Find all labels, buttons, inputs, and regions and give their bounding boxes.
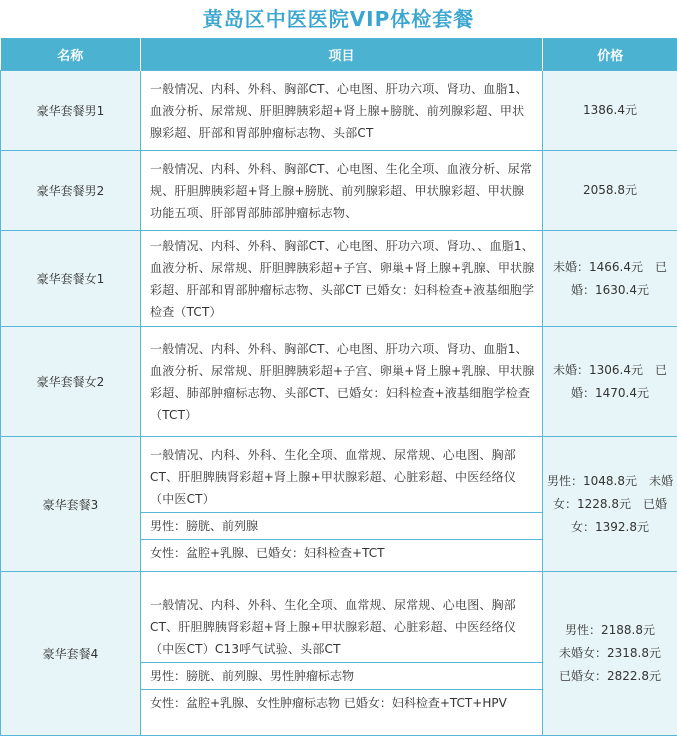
page-title: 黄岛区中医医院VIP体检套餐 <box>0 0 677 38</box>
table-row <box>1 71 677 151</box>
package-items <box>141 151 543 231</box>
package-items <box>141 437 543 572</box>
item-text: 一般情况、内科、外科、胸部CT、心电图、肝功六项、肾功、血脂1、血液分析、尿常规、肝胆脾胰彩超+肾上腺+膀胱、前列腺彩超、甲状腺彩超、肝部和胃部肿瘤标志物、头部CT <box>141 76 542 146</box>
price-male: 男性：2188.8元 <box>544 619 676 642</box>
table-row <box>1 327 677 437</box>
header-price: 价格 <box>543 38 677 71</box>
package-name: 豪华套餐4 <box>1 572 141 736</box>
table-row <box>1 572 677 736</box>
package-price: 男性：1048.8元 未婚女：1228.8元 已婚女：1392.8元 <box>543 437 677 572</box>
item-text-female: 女性：盆腔+乳腺、已婚女：妇科检查+TCT <box>141 539 542 566</box>
item-text: 一般情况、内科、外科、胸部CT、心电图、肝功六项、肾功、、血脂1、血液分析、尿常规、肝胆脾胰彩超+子宫、卵巢+肾上腺+乳腺、甲状腺彩超、肝部和胃部肿瘤标志物、头部CT 已婚女：妇科检查+液基细胞学检查（TCT） <box>141 233 542 325</box>
item-text: 一般情况、内科、外科、胸部CT、心电图、肝功六项、肾功、血脂1、血液分析、尿常规、肝胆脾胰彩超+子宫、卵巢+肾上腺+乳腺、甲状腺彩超、肺部肿瘤标志物、头部CT、已婚女：妇科检查+液基细胞学检查（TCT） <box>141 336 542 428</box>
item-text: 一般情况、内科、外科、生化全项、血常规、尿常规、心电图、胸部CT、肝胆脾胰肾彩超+肾上腺+甲状腺彩超、心脏彩超、中医经络仪（中医CT）C13呼气试验、头部CT <box>141 592 542 662</box>
package-items <box>141 231 543 327</box>
package-name: 豪华套餐3 <box>1 437 141 572</box>
package-name: 豪华套餐女2 <box>1 327 141 437</box>
package-name: 豪华套餐女1 <box>1 231 141 327</box>
header-name: 名称 <box>1 38 141 71</box>
package-price: 未婚：1466.4元 已婚：1630.4元 <box>543 231 677 327</box>
item-text: 一般情况、内科、外科、胸部CT、心电图、生化全项、血液分析、尿常规、肝胆脾胰彩超+肾上腺+膀胱、前列腺彩超、甲状腺彩超、甲状腺功能五项、肝部胃部肺部肿瘤标志物、 <box>141 156 542 226</box>
table-row <box>1 151 677 231</box>
package-name: 豪华套餐男1 <box>1 71 141 151</box>
item-text-male: 男性：膀胱、前列腺、男性肿瘤标志物 <box>141 662 542 689</box>
package-price: 1386.4元 <box>543 71 677 151</box>
table-header-row <box>1 38 677 71</box>
package-table <box>0 38 677 736</box>
item-text-male: 男性：膀胱、前列腺 <box>141 512 542 539</box>
package-items <box>141 327 543 437</box>
package-name: 豪华套餐男2 <box>1 151 141 231</box>
item-text: 一般情况、内科、外科、生化全项、血常规、尿常规、心电图、胸部CT、肝胆脾胰肾彩超+肾上腺+甲状腺彩超、心脏彩超、中医经络仪（中医CT） <box>141 442 542 512</box>
table-row <box>1 437 677 572</box>
header-items: 项目 <box>141 38 543 71</box>
table-row <box>1 231 677 327</box>
item-text-female: 女性：盆腔+乳腺、女性肿瘤标志物 已婚女：妇科检查+TCT+HPV <box>141 689 542 716</box>
price-unmarried-female: 未婚女：2318.8元 <box>544 642 676 665</box>
package-price: 未婚：1306.4元 已婚：1470.4元 <box>543 327 677 437</box>
package-price <box>543 572 677 736</box>
package-items <box>141 71 543 151</box>
package-items <box>141 572 543 736</box>
package-price: 2058.8元 <box>543 151 677 231</box>
price-married-female: 已婚女：2822.8元 <box>544 665 676 688</box>
